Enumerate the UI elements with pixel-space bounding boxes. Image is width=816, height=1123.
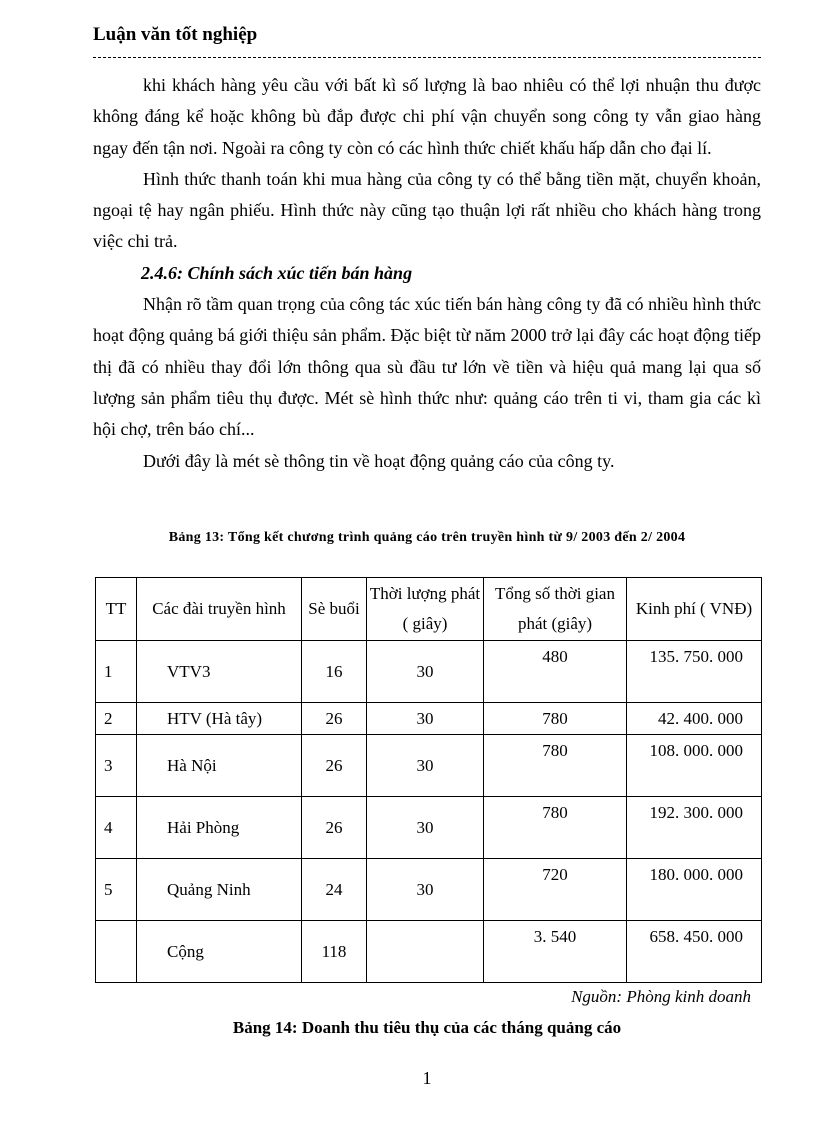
cell-station: VTV3 <box>137 641 302 703</box>
table-13-caption: Bảng 13: Tổng kết chương trình quảng cáo trên truyền hình từ 9/ 2003 đến 2/ 2004 <box>168 530 686 545</box>
header-total-time: Tổng số thời gian phát (giây) <box>484 578 627 641</box>
table-row <box>96 797 762 859</box>
cell-duration-empty <box>367 921 484 983</box>
total-time: 3. 540 <box>484 921 627 983</box>
cell-tt: 3 <box>96 735 137 797</box>
paragraph: Hình thức thanh toán khi mua hàng của công ty có thể bằng tiền mặt, chuyển khoản, ngoại tệ hay ngân phiếu. Hình thức này cũng tạo thuận lợi rất nhiều cho khách hàng trong việc chi trả. <box>93 168 761 252</box>
table-header-row <box>96 578 762 641</box>
cell-total-time: 720 <box>484 859 627 921</box>
cell-tt: 5 <box>96 859 137 921</box>
cell-station: HTV (Hà tây) <box>137 703 302 735</box>
cell-sessions: 16 <box>302 641 367 703</box>
cell-station: Hà Nội <box>137 735 302 797</box>
header-dashed-rule <box>93 57 761 58</box>
cell-duration: 30 <box>367 703 484 735</box>
page-number: 1 <box>422 1068 432 1088</box>
table-total-row <box>96 921 762 983</box>
cell-total-time: 480 <box>484 641 627 703</box>
paragraph: khi khách hàng yêu cầu với bất kì số lượng là bao nhiêu có thể lợi nhuận thu được không đáng kể hoặc không bù đắp được chi phí vận chuyển song công ty vẫn giao hàng ngay đến tận nơi. Ngoài ra công ty còn có các hình thức chiết khấu hấp dẫn cho đại lí. <box>93 75 761 158</box>
cell-total-time: 780 <box>484 703 627 735</box>
cell-sessions: 24 <box>302 859 367 921</box>
cell-tt: 2 <box>96 703 137 735</box>
section-heading: 2.4.6: Chính sách xúc tiến bán hàng <box>141 262 413 283</box>
advertising-table <box>95 577 762 983</box>
cell-cost: 42. 400. 000 <box>627 703 762 735</box>
cell-sessions: 26 <box>302 735 367 797</box>
cell-station: Quảng Ninh <box>137 859 302 921</box>
cell-cost: 135. 750. 000 <box>627 641 762 703</box>
cell-cost: 192. 300. 000 <box>627 797 762 859</box>
body-text <box>93 70 761 477</box>
table-source-note: Nguồn: Phòng kinh doanh <box>571 987 751 1006</box>
cell-duration: 30 <box>367 859 484 921</box>
cell-total-time: 780 <box>484 797 627 859</box>
cell-tt-empty <box>96 921 137 983</box>
cell-duration: 30 <box>367 735 484 797</box>
table-row <box>96 735 762 797</box>
total-sessions: 118 <box>302 921 367 983</box>
header-cost: Kinh phí ( VNĐ) <box>627 578 762 641</box>
cell-tt: 1 <box>96 641 137 703</box>
table-row <box>96 859 762 921</box>
cell-sessions: 26 <box>302 703 367 735</box>
cell-cost: 180. 000. 000 <box>627 859 762 921</box>
cell-duration: 30 <box>367 797 484 859</box>
total-cost: 658. 450. 000 <box>627 921 762 983</box>
cell-cost: 108. 000. 000 <box>627 735 762 797</box>
header-sessions: Sè buổi <box>302 578 367 641</box>
cell-sessions: 26 <box>302 797 367 859</box>
table-14-caption: Bảng 14: Doanh thu tiêu thụ của các tháng quảng cáo <box>232 1018 622 1037</box>
table-row <box>96 641 762 703</box>
running-header-title: Luận văn tốt nghiệp <box>93 24 258 45</box>
header-station: Các đài truyền hình <box>137 578 302 641</box>
cell-duration: 30 <box>367 641 484 703</box>
cell-tt: 4 <box>96 797 137 859</box>
cell-total-time: 780 <box>484 735 627 797</box>
paragraph: Dưới đây là mét sè thông tin về hoạt động quảng cáo của công ty. <box>143 450 615 471</box>
total-label: Cộng <box>137 921 302 983</box>
paragraph: Nhận rõ tầm quan trọng của công tác xúc tiến bán hàng công ty đã có nhiều hình thức hoạt động quảng bá giới thiệu sản phẩm. Đặc biệt từ năm 2000 trở lại đây các hoạt động tiếp thị đã có nhiều thay đổi lớn thông qua sù đầu tư lớn về tiền và hiệu quả mang lại qua số lượng sản phẩm tiêu thụ được. Mét sè hình thức như: quảng cáo trên ti vi, tham gia các kì hội chợ, trên báo chí... <box>93 294 761 440</box>
header-tt: TT <box>96 578 137 641</box>
table-row <box>96 703 762 735</box>
header-duration: Thời lượng phát ( giây) <box>367 578 484 641</box>
cell-station: Hải Phòng <box>137 797 302 859</box>
